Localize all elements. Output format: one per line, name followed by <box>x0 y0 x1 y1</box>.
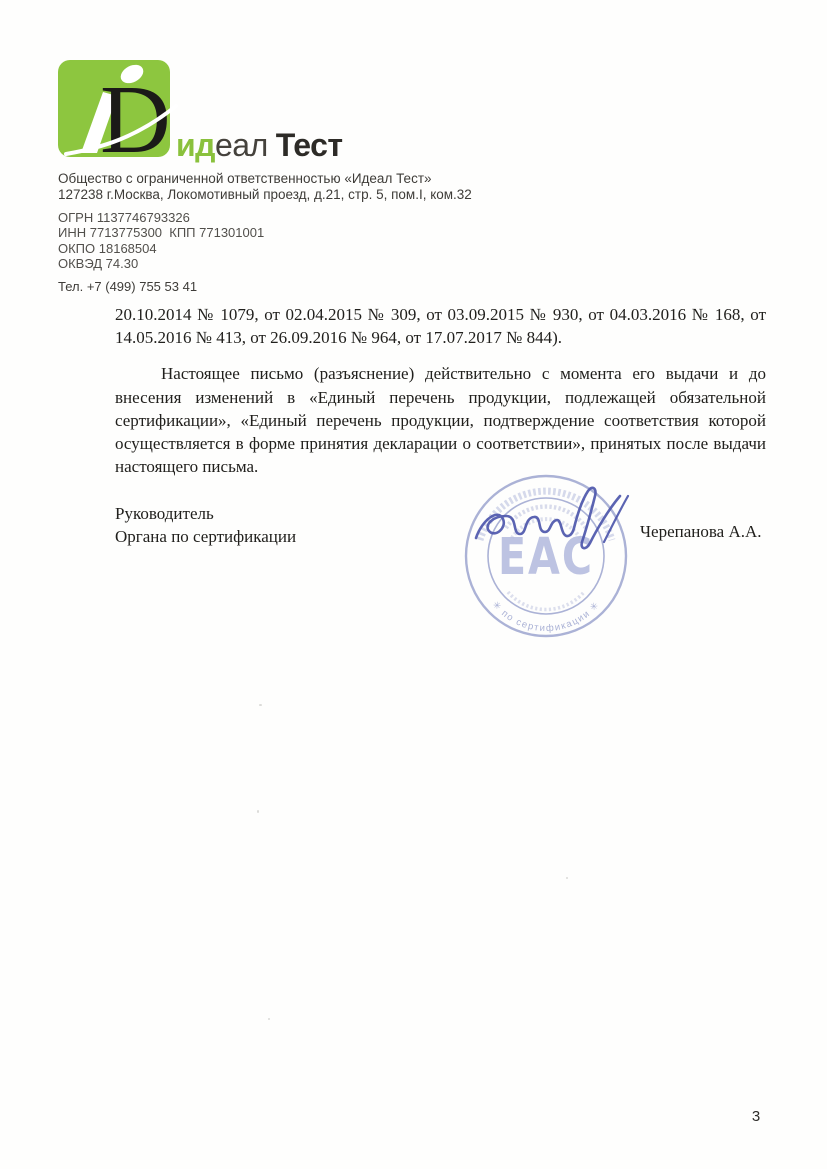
wordmark-eal: еал <box>214 127 268 163</box>
scan-speck-icon <box>259 704 262 706</box>
company-phone: Тел. +7 (499) 755 53 41 <box>58 278 198 294</box>
signature-stroke-main-icon <box>476 488 620 548</box>
scan-speck-icon <box>566 877 568 879</box>
letter-paragraph-validity: Настоящее письмо (разъяснение) действительно с момента его выдачи и до внесения изменений в «Единый перечень продукции, подлежащей обязательной сертификации», «Единый перечень продукции, подтверждение соответствия которой осуществляется в форме принятия декларации о соответствии», принятых после выдачи настоящего письма. <box>115 364 766 477</box>
signer-title <box>115 503 296 548</box>
company-okved: ОКВЭД 74.30 <box>58 256 139 272</box>
stamp-eac-mark: ЕАС <box>497 526 595 587</box>
company-ogrn: ОГРН 1137746793326 <box>58 210 190 225</box>
svg-text:✳ по сертификации ✳ <box>490 599 603 634</box>
letter-paragraph-continuation: 20.10.2014 № 1079, от 02.04.2015 № 309, от 03.09.2015 № 930, от 04.03.2016 № 168, от 14.05.2016 № 413, от 26.09.2016 № 964, от 17.07.2017 № 844). <box>115 305 766 348</box>
signer-name: Черепанова А.А. <box>640 522 762 541</box>
page-number: 3 <box>751 1108 761 1125</box>
company-inn-kpp: ИНН 7713775300 КПП 771301001 <box>58 225 265 241</box>
signer-title-line-2: Органа по сертификации <box>115 526 297 546</box>
scan-speck-icon <box>268 1018 270 1020</box>
company-address: 127238 г.Москва, Локомотивный проезд, д.21, стр. 5, пом.I, ком.32 <box>58 187 472 202</box>
scan-speck-icon <box>257 810 259 813</box>
signer-title-line-1: Руководитель <box>115 504 214 523</box>
wordmark-id: ид <box>176 127 215 163</box>
company-name: Общество с ограниченной ответственностью «Идеал Тест» <box>58 171 432 186</box>
stamp-arc-text-bottom: ✳ по сертификации ✳ <box>489 599 603 635</box>
logo-letter-d: D <box>100 66 171 170</box>
wordmark-test: Тест <box>275 127 343 163</box>
handwritten-signature-icon <box>462 474 658 587</box>
company-requisites <box>58 171 478 294</box>
letter-body <box>115 303 766 478</box>
company-okpo: ОКПО 18168504 <box>58 240 157 256</box>
logo-wordmark <box>176 128 343 162</box>
